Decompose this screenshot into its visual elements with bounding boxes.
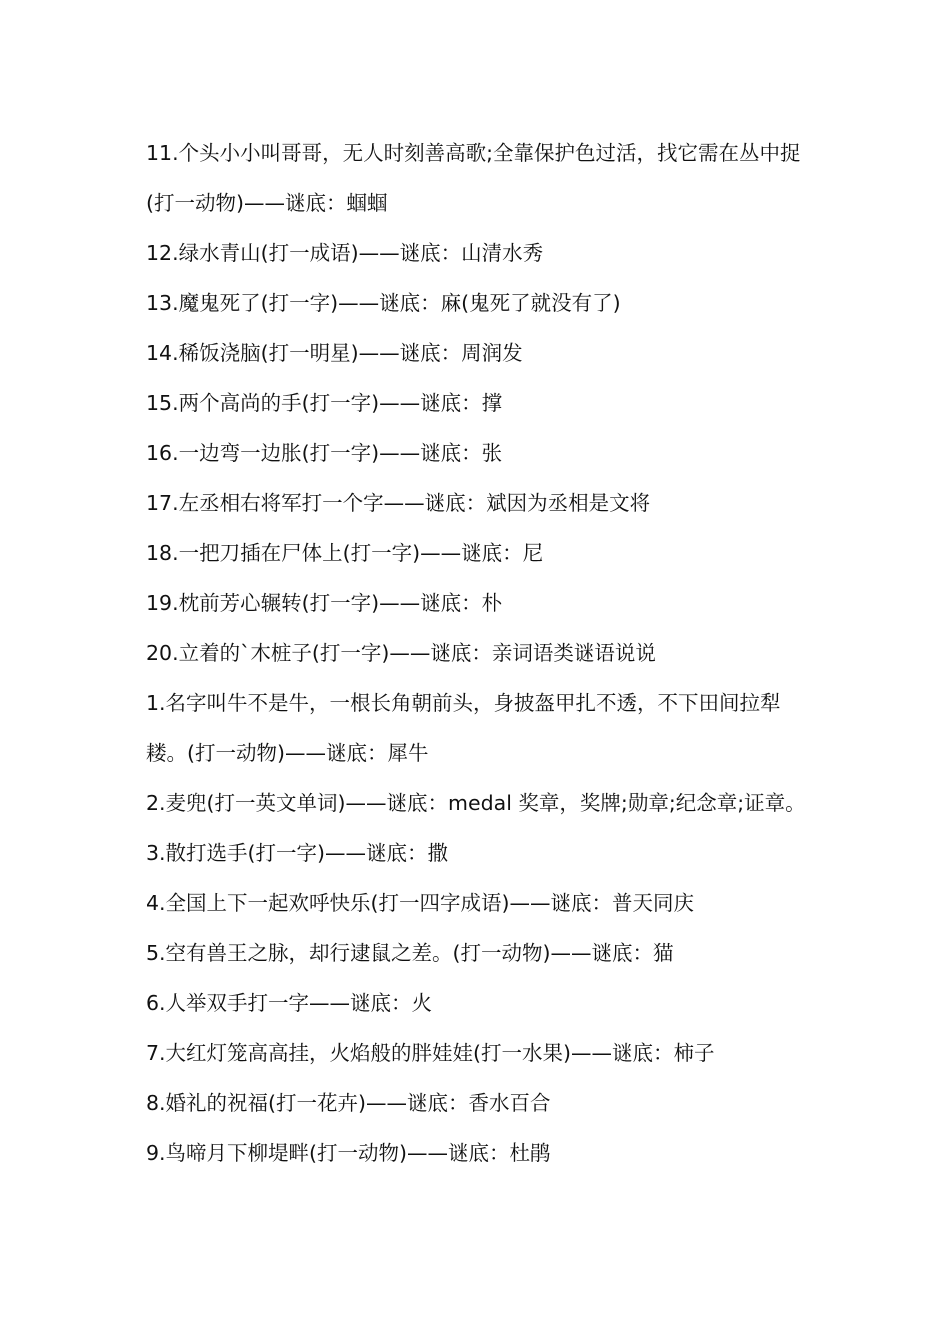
riddle-line-2: 2.麦兜(打一英文单词)——谜底：medal 奖章，奖牌;勋章;纪念章;证章。 bbox=[146, 791, 806, 815]
riddle-line-13: 13.魔鬼死了(打一字)——谜底：麻(鬼死了就没有了) bbox=[146, 291, 621, 315]
riddle-line-17: 17.左丞相右将军打一个字——谜底：斌因为丞相是文将 bbox=[146, 491, 651, 515]
riddle-line-19: 19.枕前芳心辗转(打一字)——谜底：朴 bbox=[146, 591, 503, 615]
document-body bbox=[146, 128, 816, 1178]
riddle-line-16: 16.一边弯一边胀(打一字)——谜底：张 bbox=[146, 441, 503, 465]
riddle-line-12: 12.绿水青山(打一成语)——谜底：山清水秀 bbox=[146, 241, 544, 265]
riddle-line-5: 5.空有兽王之脉，却行逮鼠之差。(打一动物)——谜底：猫 bbox=[146, 941, 674, 965]
riddle-line-18: 18.一把刀插在尸体上(打一字)——谜底：尼 bbox=[146, 541, 544, 565]
riddle-line-7: 7.大红灯笼高高挂，火焰般的胖娃娃(打一水果)——谜底：柿子 bbox=[146, 1041, 715, 1065]
riddle-line-14: 14.稀饭浇脑(打一明星)——谜底：周润发 bbox=[146, 341, 523, 365]
riddle-line-4: 4.全国上下一起欢呼快乐(打一四字成语)——谜底：普天同庆 bbox=[146, 891, 695, 915]
riddle-line-20: 20.立着的`木桩子(打一字)——谜底：亲词语类谜语说说 bbox=[146, 641, 656, 665]
riddle-line-15: 15.两个高尚的手(打一字)——谜底：撑 bbox=[146, 391, 503, 415]
riddle-line-3: 3.散打选手(打一字)——谜底：撒 bbox=[146, 841, 449, 865]
riddle-line-1: 1.名字叫牛不是牛，一根长角朝前头，身披盔甲扎不透，不下田间拉犁耧。(打一动物)——谜底：犀牛 bbox=[146, 691, 781, 765]
riddle-line-9: 9.鸟啼月下柳堤畔(打一动物)——谜底：杜鹃 bbox=[146, 1141, 551, 1165]
riddle-line-11: 11.个头小小叫哥哥，无人时刻善高歌;全靠保护色过活，找它需在丛中捉(打一动物)——谜底：蝈蝈 bbox=[146, 141, 801, 215]
riddle-line-8: 8.婚礼的祝福(打一花卉)——谜底：香水百合 bbox=[146, 1091, 551, 1115]
riddle-line-6: 6.人举双手打一字——谜底：火 bbox=[146, 991, 433, 1015]
